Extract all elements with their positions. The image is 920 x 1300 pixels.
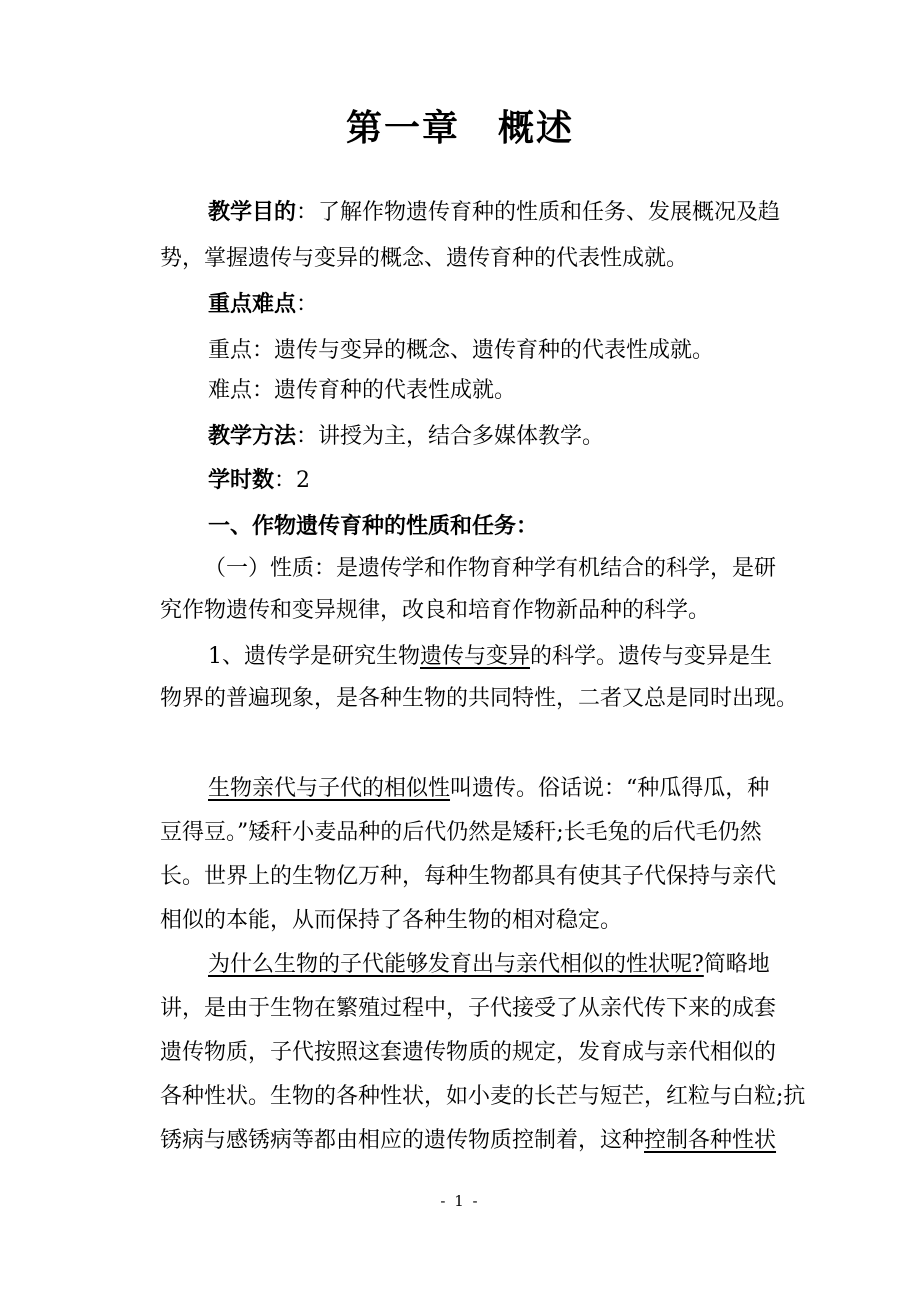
paragraph-3-text: 简略地 xyxy=(703,952,770,977)
chapter-title: 第一章 概述 xyxy=(345,108,574,149)
paragraph-3-line-2: 讲，是由于生物在繁殖过程中，子代接受了从亲代传下来的成套 xyxy=(160,996,777,1021)
page-number: - 1 - xyxy=(440,1192,480,1210)
hours-label: 学时数 xyxy=(208,468,275,493)
paragraph-1-underlined: 遗传与变异 xyxy=(420,644,531,669)
focus-line: 重点：遗传与变异的概念、遗传育种的代表性成就。 xyxy=(208,338,715,363)
paragraph-3-line-1 xyxy=(208,950,770,980)
paragraph-3-underlined-b: 控制各种性状 xyxy=(644,1128,777,1153)
paragraph-1-line-1 xyxy=(208,642,772,672)
difficulty-line: 难点：遗传育种的代表性成就。 xyxy=(208,378,517,403)
paragraph-3-line-5 xyxy=(160,1126,776,1156)
paragraph-1-line-2: 物界的普遍现象，是各种生物的共同特性，二者又总是同时出现。 xyxy=(160,686,799,711)
objective-text-1: ：了解作物遗传育种的性质和任务、发展概况及趋 xyxy=(296,200,781,225)
paragraph-2-line-3: 长。世界上的生物亿万种，每种生物都具有使其子代保持与亲代 xyxy=(160,864,777,889)
objective-label: 教学目的 xyxy=(208,200,297,225)
key-points-colon: ： xyxy=(296,292,319,317)
paragraph-2-line-1 xyxy=(208,774,769,804)
hours-line xyxy=(208,466,310,496)
paragraph-2-text: 叫遗传。俗话说：“种瓜得瓜，种 xyxy=(450,776,770,801)
paragraph-2-underlined: 生物亲代与子代的相似性 xyxy=(208,776,451,801)
paragraph-3-line-3: 遗传物质，子代按照这套遗传物质的规定，发育成与亲代相似的 xyxy=(160,1040,777,1065)
objective-line-2: 势，掌握遗传与变异的概念、遗传育种的代表性成就。 xyxy=(160,246,689,271)
nature-line-2: 究作物遗传和变异规律，改良和培育作物新品种的科学。 xyxy=(160,598,711,623)
paragraph-1-text-a: 1、遗传学是研究生物 xyxy=(208,644,420,669)
paragraph-3-text-b: 锈病与感锈病等都由相应的遗传物质控制着，这种 xyxy=(160,1128,645,1153)
nature-line-1: （一）性质：是遗传学和作物育种学有机结合的科学，是研 xyxy=(204,556,777,581)
hours-text: ：2 xyxy=(274,468,311,493)
method-label: 教学方法 xyxy=(208,424,297,449)
key-points-heading xyxy=(208,290,318,320)
paragraph-3-line-4: 各种性状。生物的各种性状，如小麦的长芒与短芒，红粒与白粒;抗 xyxy=(160,1084,806,1109)
paragraph-2-line-4: 相似的本能，从而保持了各种生物的相对稳定。 xyxy=(160,908,623,933)
objective-line-1 xyxy=(208,198,780,228)
paragraph-3-underlined: 为什么生物的子代能够发育出与亲代相似的性状呢? xyxy=(208,952,704,977)
method-text: ：讲授为主，结合多媒体教学。 xyxy=(296,424,605,449)
section-1-heading: 一、作物遗传育种的性质和任务： xyxy=(208,514,539,539)
method-line xyxy=(208,422,604,452)
key-points-label: 重点难点 xyxy=(208,292,297,317)
paragraph-2-line-2: 豆得豆。”矮秆小麦品种的后代仍然是矮秆;长毛兔的后代毛仍然 xyxy=(160,820,762,845)
paragraph-1-text-b: 的科学。遗传与变异是生 xyxy=(530,644,773,669)
